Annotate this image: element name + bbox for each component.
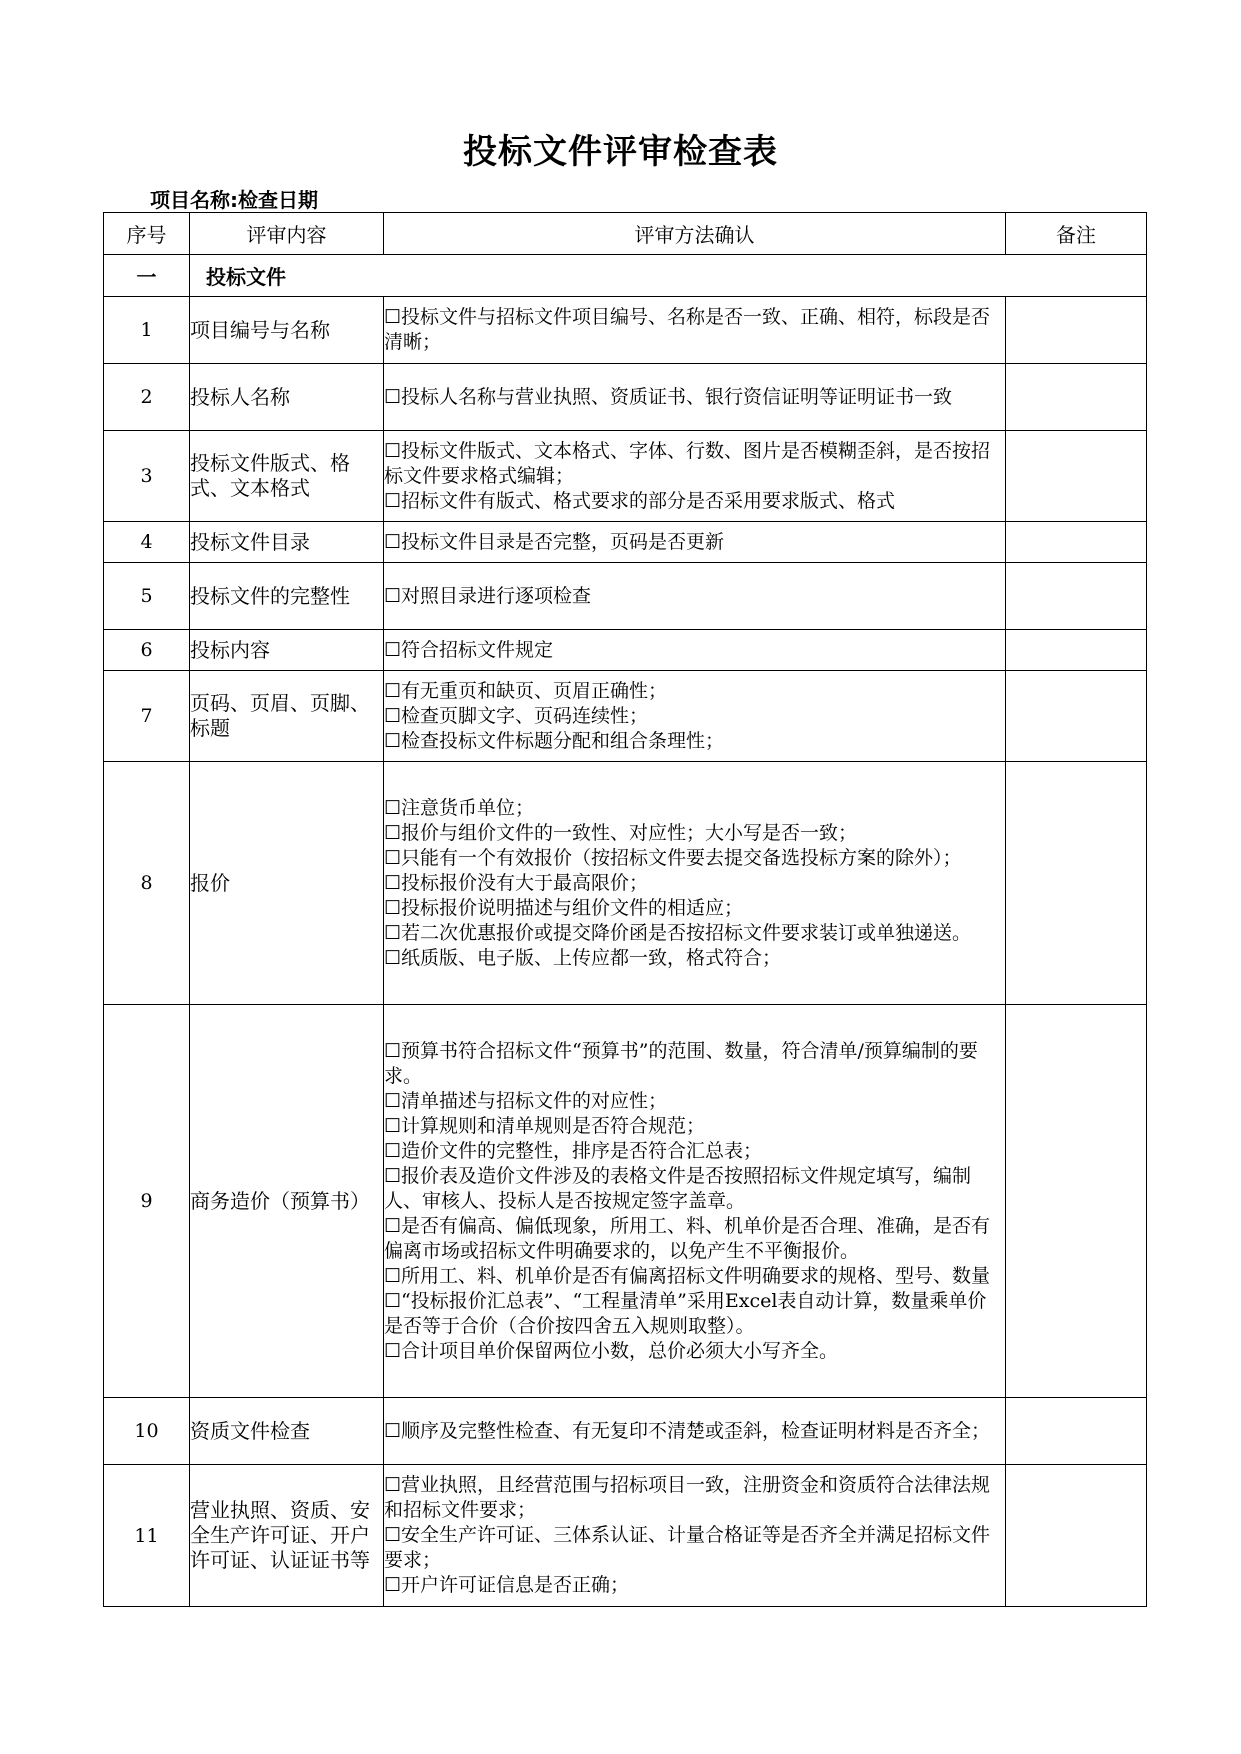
method-checkbox-item: ☐造价文件的完整性，排序是否符合汇总表； [384, 1139, 763, 1162]
row-note [1006, 1005, 1147, 1398]
row-method [384, 1398, 1006, 1465]
header-content: 评审内容 [190, 213, 384, 255]
project-meta-line: 项目名称:检查日期 [150, 188, 318, 212]
section-row [104, 255, 1147, 297]
method-checkbox-item: ☐符合招标文件规定 [384, 638, 554, 661]
row-content: 投标人名称 [190, 364, 384, 431]
method-checkbox-item: ☐报价表及造价文件涉及的表格文件是否按照招标文件规定填写，编制人、审核人、投标人是否按规定签字盖章。 [384, 1164, 972, 1212]
method-checkbox-item: ☐开户许可证信息是否正确； [384, 1574, 630, 1596]
row-note [1006, 1398, 1147, 1465]
row-seq: 2 [104, 364, 190, 431]
row-method [384, 522, 1006, 563]
method-checkbox-item: ☐检查页脚文字、页码连续性； [384, 704, 649, 727]
row-seq: 5 [104, 563, 190, 630]
row-seq: 9 [104, 1005, 190, 1398]
row-method [384, 630, 1006, 671]
table-row [104, 630, 1147, 671]
method-checkbox-item: ☐报价与组价文件的一致性、对应性；大小写是否一致； [384, 821, 858, 844]
row-method [384, 671, 1006, 762]
method-checkbox-item: ☐投标文件版式、文本格式、字体、行数、图片是否模糊歪斜，是否按招标文件要求格式编辑； [384, 439, 991, 487]
method-checkbox-item: ☐投标报价没有大于最高限价； [384, 871, 649, 894]
method-checkbox-item: ☐顺序及完整性检查、有无复印不清楚或歪斜，检查证明材料是否齐全； [384, 1419, 991, 1442]
method-checkbox-item: ☐对照目录进行逐项检查 [384, 584, 592, 607]
section-label: 投标文件 [190, 255, 1147, 297]
review-table [103, 212, 1147, 1607]
row-method [384, 364, 1006, 431]
row-seq: 1 [104, 297, 190, 364]
header-note: 备注 [1006, 213, 1147, 255]
row-note [1006, 297, 1147, 364]
table-row [104, 364, 1147, 431]
row-note [1006, 563, 1147, 630]
method-checkbox-item: ☐投标文件目录是否完整，页码是否更新 [384, 530, 725, 553]
row-note [1006, 671, 1147, 762]
row-seq: 8 [104, 762, 190, 1005]
table-row [104, 431, 1147, 522]
row-seq: 6 [104, 630, 190, 671]
row-note [1006, 1465, 1147, 1607]
row-seq: 7 [104, 671, 190, 762]
method-checkbox-item: ☐合计项目单价保留两位小数，总价必须大小写齐全。 [384, 1339, 839, 1362]
row-content: 页码、页眉、页脚、标题 [190, 671, 384, 762]
row-method [384, 431, 1006, 522]
method-checkbox-item: ☐是否有偏高、偏低现象，所用工、料、机单价是否合理、准确，是否有偏离市场或招标文件明确要求的，以免产生不平衡报价。 [384, 1214, 991, 1262]
table-row [104, 522, 1147, 563]
row-seq: 4 [104, 522, 190, 563]
row-note [1006, 630, 1147, 671]
table-header-row [104, 213, 1147, 255]
table-row [104, 671, 1147, 762]
row-content: 营业执照、资质、安全生产许可证、开户许可证、认证证书等 [190, 1465, 384, 1607]
row-content: 资质文件检查 [190, 1398, 384, 1465]
row-note [1006, 364, 1147, 431]
table-row [104, 1465, 1147, 1607]
row-method [384, 563, 1006, 630]
header-method: 评审方法确认 [384, 213, 1006, 255]
method-checkbox-item: ☐若二次优惠报价或提交降价函是否按招标文件要求装订或单独递送。 [384, 921, 972, 944]
row-note [1006, 762, 1147, 1005]
method-checkbox-item: ☐清单描述与招标文件的对应性； [384, 1089, 668, 1112]
table-row [104, 563, 1147, 630]
method-checkbox-item: ☐“投标报价汇总表”、“工程量清单”采用Excel表自动计算，数量乘单价是否等于合价（合价按四舍五入规则取整）。 [384, 1289, 987, 1337]
row-content: 项目编号与名称 [190, 297, 384, 364]
row-method [384, 297, 1006, 364]
row-method [384, 762, 1006, 1005]
row-content: 投标文件的完整性 [190, 563, 384, 630]
method-checkbox-item: ☐只能有一个有效报价（按招标文件要去提交备选投标方案的除外）； [384, 846, 962, 869]
method-checkbox-item: ☐投标报价说明描述与组价文件的相适应； [384, 896, 744, 919]
method-checkbox-item: ☐招标文件有版式、格式要求的部分是否采用要求版式、格式 [384, 489, 896, 512]
row-seq: 11 [104, 1465, 190, 1607]
row-method [384, 1465, 1006, 1607]
row-content: 投标文件版式、格式、文本格式 [190, 431, 384, 522]
method-checkbox-item: ☐投标文件与招标文件项目编号、名称是否一致、正确、相符，标段是否清晰； [384, 306, 991, 353]
row-note [1006, 522, 1147, 563]
table-row [104, 1005, 1147, 1398]
method-checkbox-item: ☐投标人名称与营业执照、资质证书、银行资信证明等证明证书一致 [384, 385, 953, 408]
section-seq: 一 [104, 255, 190, 297]
method-checkbox-item: ☐计算规则和清单规则是否符合规范； [384, 1114, 706, 1137]
row-content: 商务造价（预算书） [190, 1005, 384, 1398]
method-checkbox-item: ☐营业执照，且经营范围与招标项目一致，注册资金和资质符合法律法规和招标文件要求； [384, 1474, 991, 1521]
row-seq: 10 [104, 1398, 190, 1465]
row-seq: 3 [104, 431, 190, 522]
method-checkbox-item: ☐安全生产许可证、三体系认证、计量合格证等是否齐全并满足招标文件要求； [384, 1524, 991, 1571]
table-row [104, 1398, 1147, 1465]
row-content: 投标文件目录 [190, 522, 384, 563]
page-title: 投标文件评审检查表 [463, 132, 778, 172]
row-content: 报价 [190, 762, 384, 1005]
method-checkbox-item: ☐有无重页和缺页、页眉正确性； [384, 679, 668, 702]
method-checkbox-item: ☐检查投标文件标题分配和组合条理性； [384, 729, 725, 752]
table-row [104, 762, 1147, 1005]
method-checkbox-item: ☐所用工、料、机单价是否有偏离招标文件明确要求的规格、型号、数量 [384, 1264, 991, 1287]
table-row [104, 297, 1147, 364]
header-seq: 序号 [104, 213, 190, 255]
method-checkbox-item: ☐纸质版、电子版、上传应都一致，格式符合； [384, 946, 782, 969]
row-content: 投标内容 [190, 630, 384, 671]
method-checkbox-item: ☐注意货币单位； [384, 796, 535, 819]
row-note [1006, 431, 1147, 522]
row-method [384, 1005, 1006, 1398]
method-checkbox-item: ☐预算书符合招标文件“预算书”的范围、数量，符合清单/预算编制的要求。 [384, 1039, 978, 1087]
